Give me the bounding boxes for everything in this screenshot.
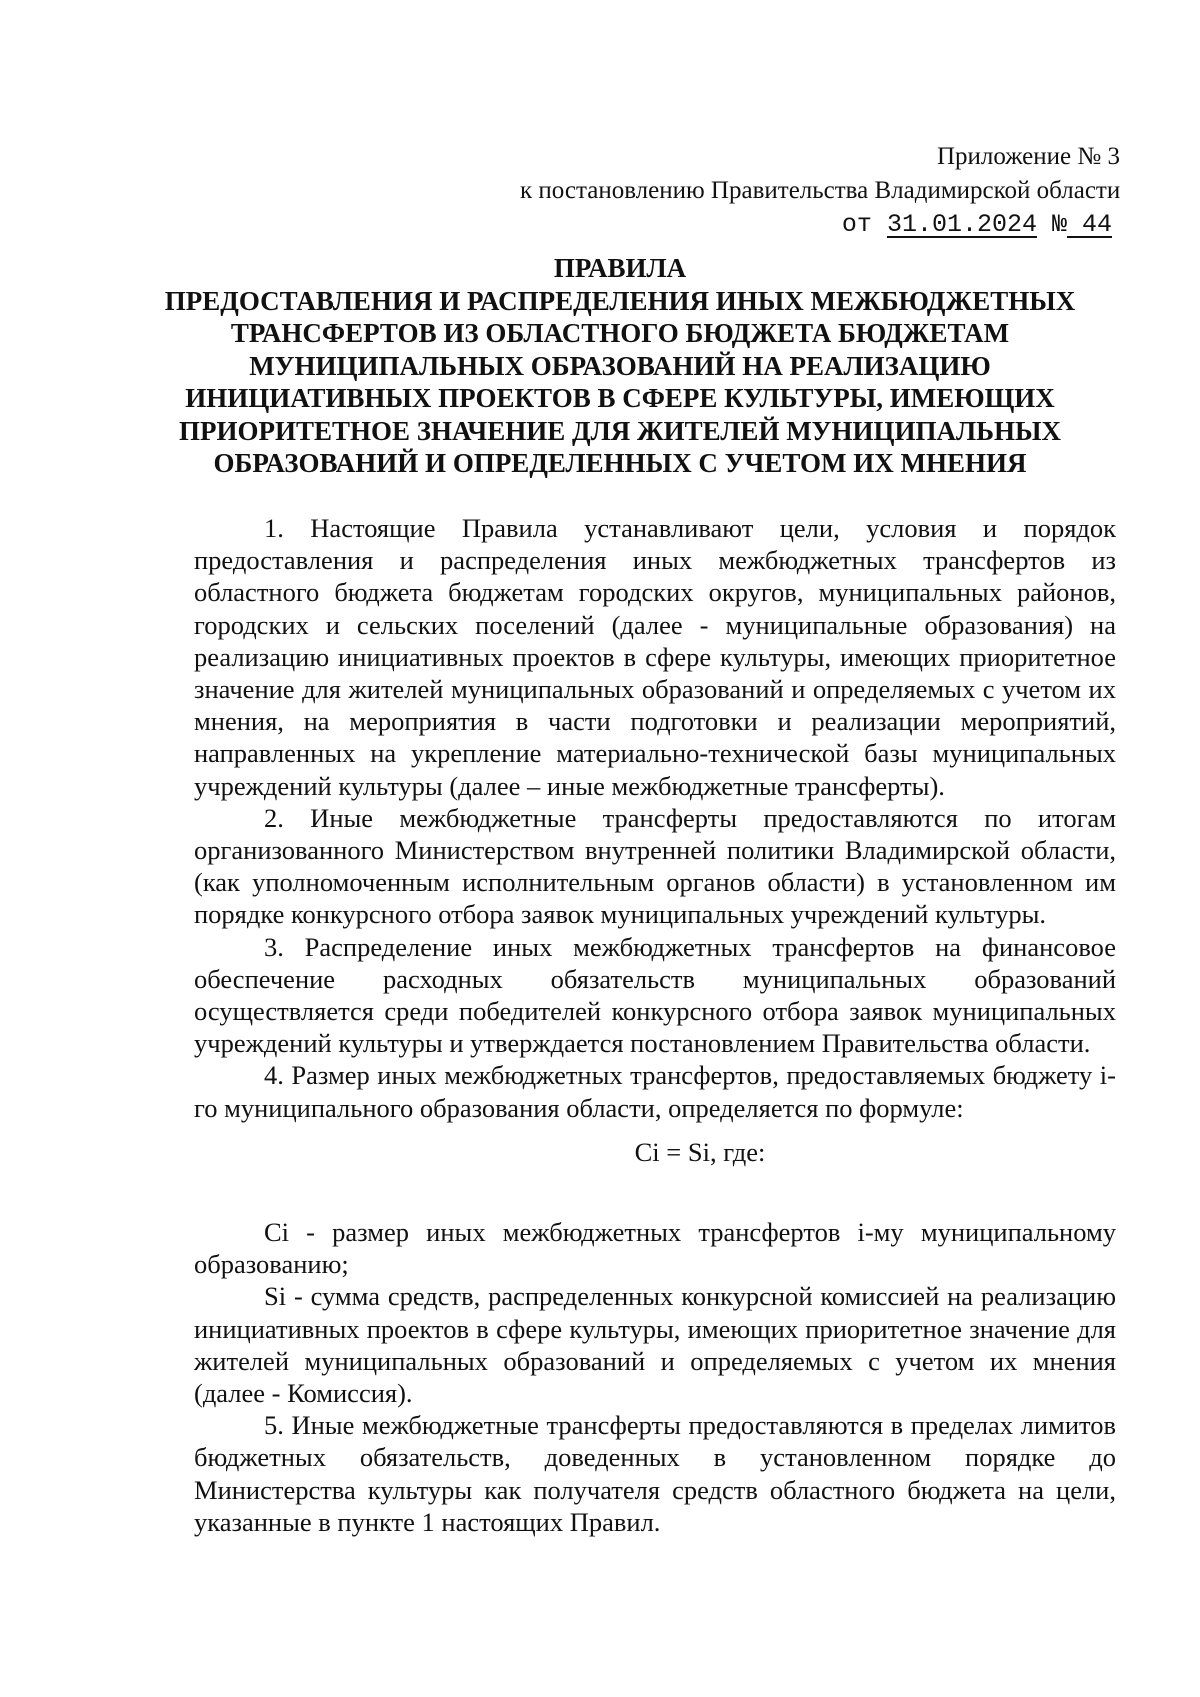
formula: Ci = Si, где:	[634, 1137, 766, 1167]
appendix-date-line	[520, 208, 1120, 242]
title-subtitle: ПРЕДОСТАВЛЕНИЯ И РАСПРЕДЕЛЕНИЯ ИНЫХ МЕЖБЮДЖЕТНЫХ ТРАНСФЕРТОВ ИЗ ОБЛАСТНОГО БЮДЖЕТА БЮДЖЕТАМ МУНИЦИПАЛЬНЫХ ОБРАЗОВАНИЙ НА РЕАЛИЗАЦИЮ ИНИЦИАТИВНЫХ ПРОЕКТОВ В СФЕРЕ КУЛЬТУРЫ, ИМЕЮЩИХ ПРИОРИТЕТНОЕ ЗНАЧЕНИЕ ДЛЯ ЖИТЕЛЕЙ МУНИЦИПАЛЬНЫХ ОБРАЗОВАНИЙ И ОПРЕДЕЛЕННЫХ С УЧЕТОМ ИХ МНЕНИЯ	[164, 285, 1076, 478]
definition-si: Si - сумма средств, распределенных конкурсной комиссией на реализацию инициативных проектов в сфере культуры, имеющих приоритетное значение для жителей муниципальных образований и определяемых с учетом их мнения (далее - Комиссия).	[194, 1281, 1116, 1409]
paragraph-2: 2. Иные межбюджетные трансферты предоставляются по итогам организованного Министерством внутренней политики Владимирской области, (как уполномоченным исполнительным органов области) в установленном им порядке конкурсного отбора заявок муниципальных учреждений культуры.	[194, 802, 1116, 930]
paragraph-5: 5. Иные межбюджетные трансферты предоставляются в пределах лимитов бюджетных обязательств, доведенных в установленном порядке до Министерства культуры как получателя средств областного бюджета на цели, указанные в пункте 1 настоящих Правил.	[194, 1410, 1116, 1537]
appendix-reference: к постановлению Правительства Владимирской области	[520, 177, 1121, 204]
paragraph-1: 1. Настоящие Правила устанавливают цели, условия и порядок предоставления и распределения иных межбюджетных трансфертов из областного бюджета бюджетам городских округов, муниципальных районов, городских и сельских поселений (далее - муниципальные образования) на реализацию инициативных проектов в сфере культуры, имеющих приоритетное значение для жителей муниципальных образований и определяемых с учетом их мнения, на мероприятия в части подготовки и реализации мероприятий, направленных на укрепление материально-технической базы муниципальных учреждений культуры (далее – иные межбюджетные трансферты).	[194, 513, 1116, 801]
appendix-number: Приложение № 3	[936, 143, 1120, 170]
document-number: 44	[1066, 210, 1112, 239]
section-2	[194, 1216, 1116, 1538]
definition-ci: Ci - размер иных межбюджетных трансфертов i-му муниципальному образованию;	[194, 1217, 1116, 1280]
document-title	[130, 252, 1110, 480]
title-main: ПРАВИЛА	[553, 253, 687, 283]
document-date: 31.01.2024	[886, 210, 1037, 239]
paragraph-4: 4. Размер иных межбюджетных трансфертов, предоставляемых бюджету i-го муниципального образования области, определяется по формуле:	[194, 1060, 1116, 1123]
appendix-header	[520, 140, 1120, 242]
number-prefix: №	[1036, 210, 1067, 239]
date-prefix: от	[841, 210, 887, 239]
section-1	[194, 512, 1116, 1124]
paragraph-3: 3. Распределение иных межбюджетных трансфертов на финансовое обеспечение расходных обязательств муниципальных образований осуществляется среди победителей конкурсного отбора заявок муниципальных учреждений культуры и утверждается постановлением Правительства области.	[194, 931, 1116, 1059]
